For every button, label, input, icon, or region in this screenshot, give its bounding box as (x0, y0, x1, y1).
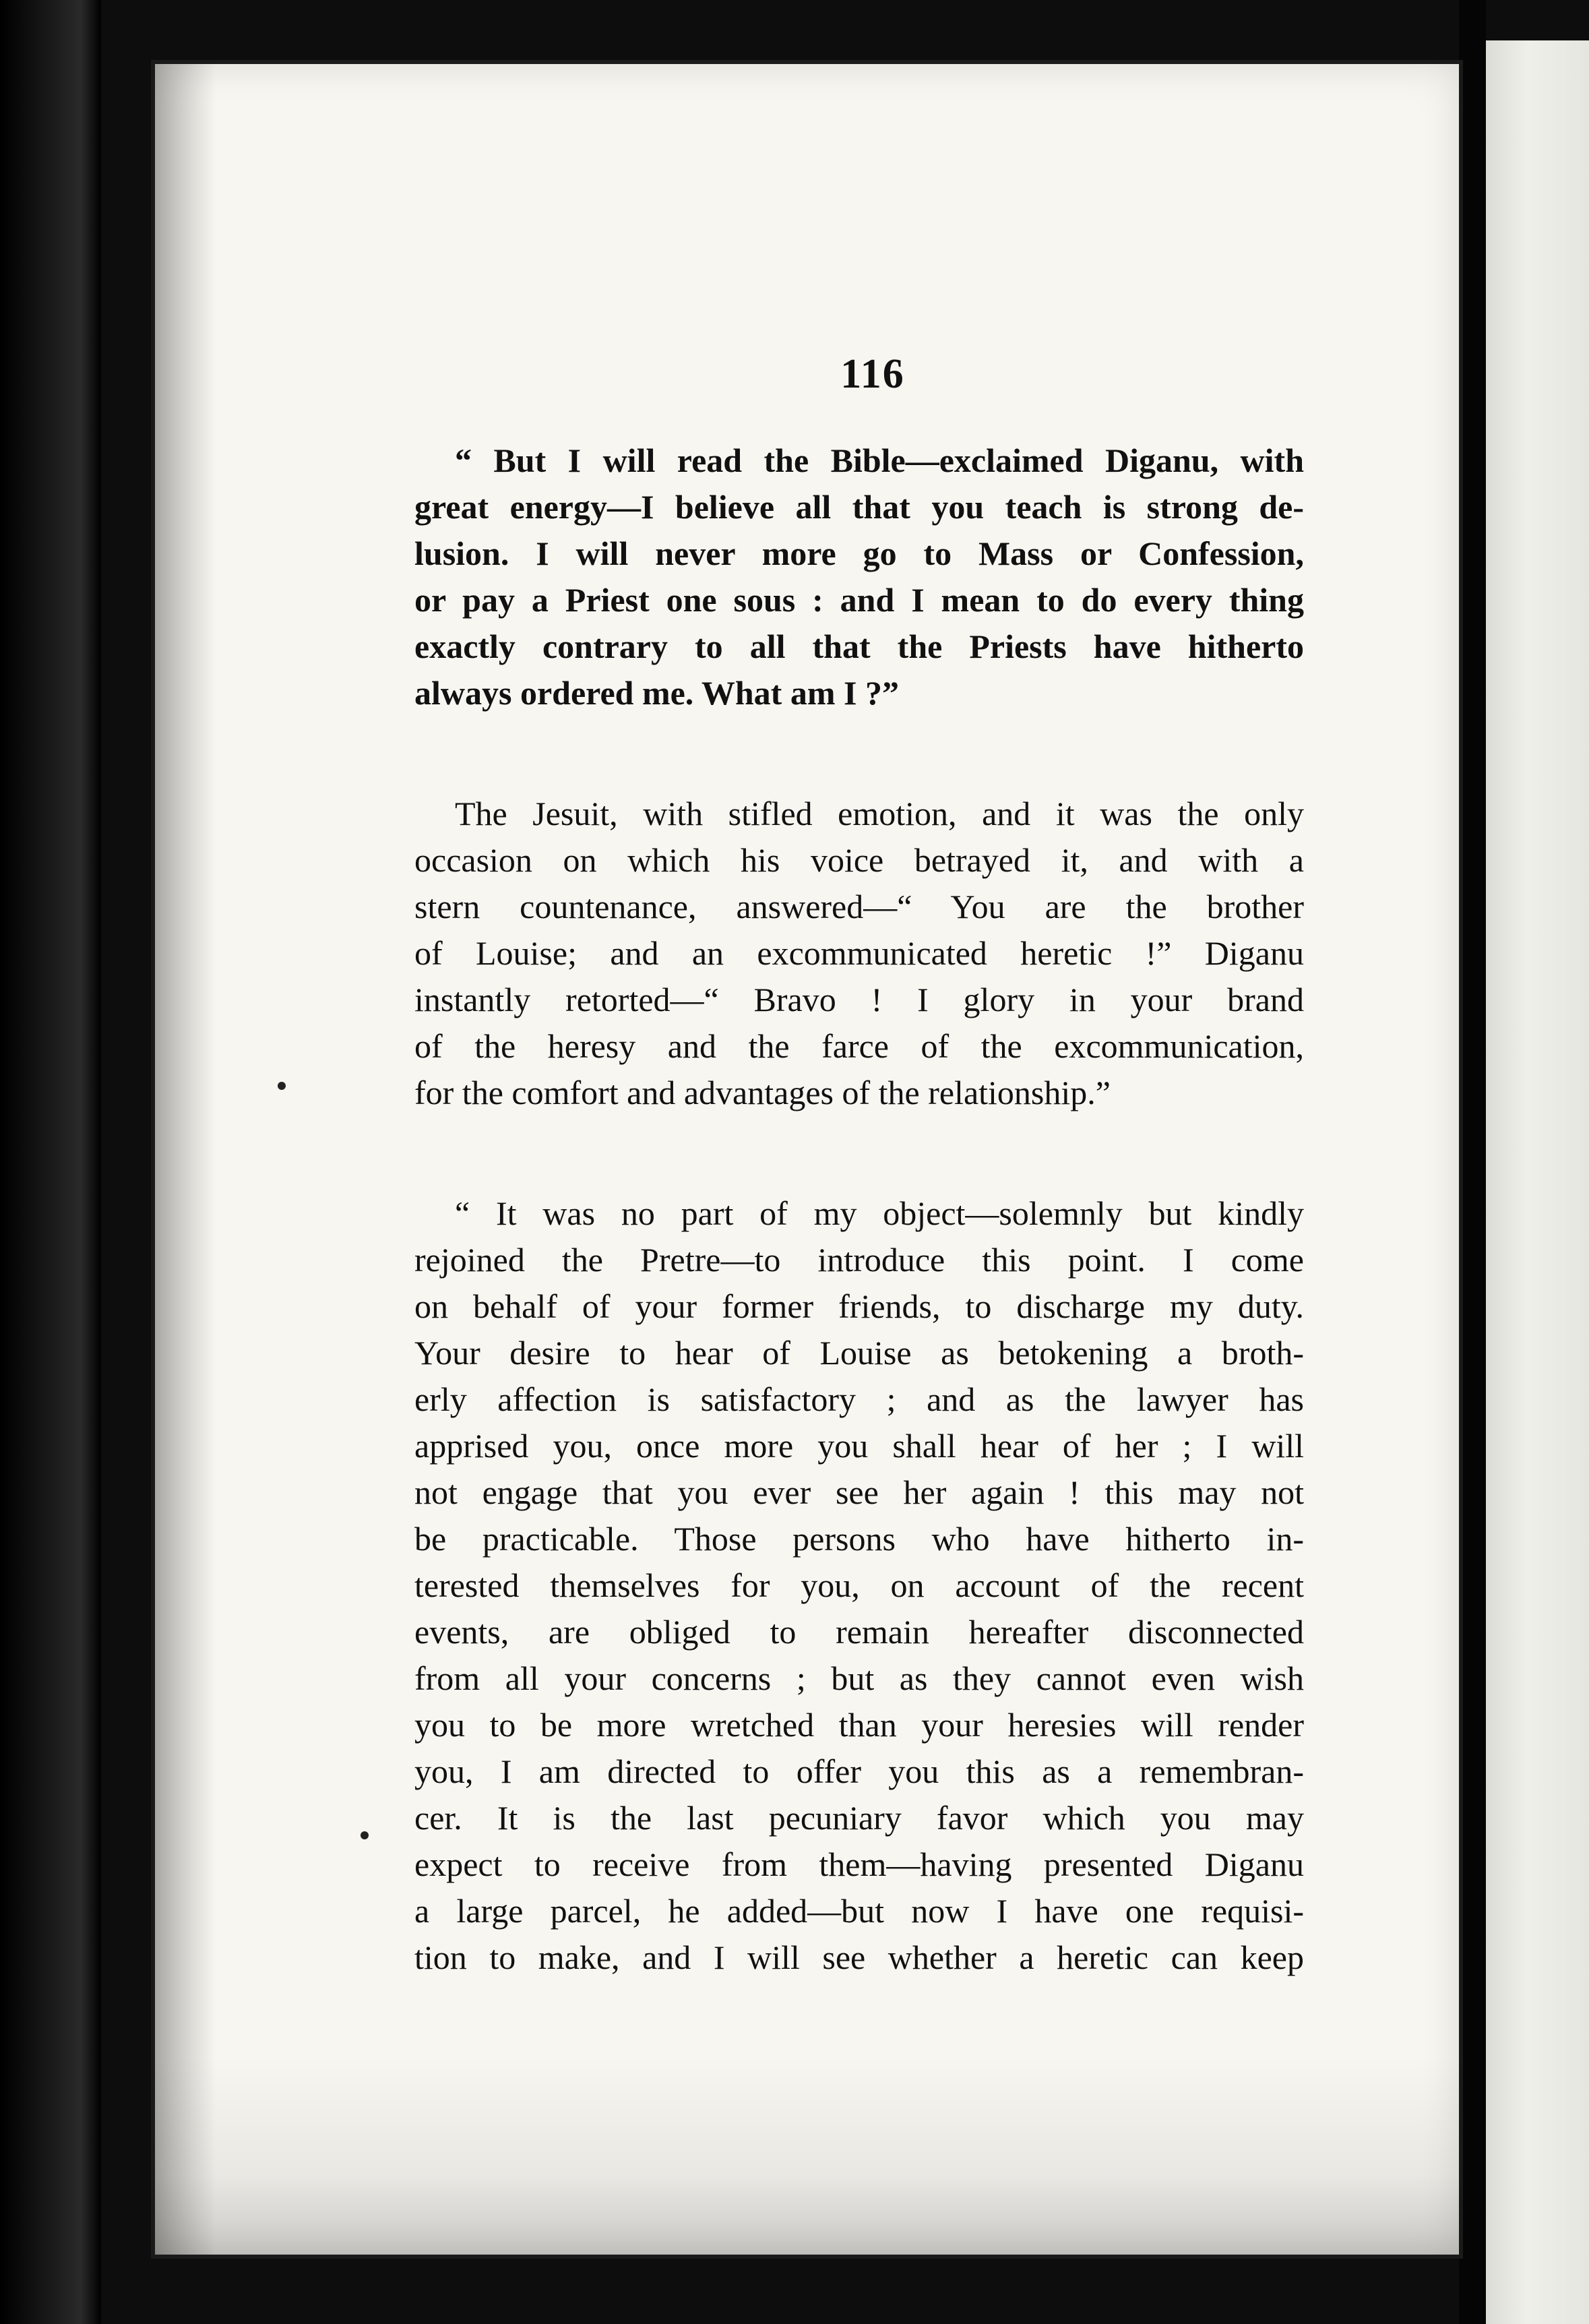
text-line: instantly retorted—“ Bravo ! I glory in your brand (414, 981, 1304, 1018)
page-bottom-shade (155, 2056, 1459, 2255)
paragraph (414, 791, 1304, 1116)
right-gutter (1459, 0, 1486, 2324)
text-line: of Louise; and an excommunicated heretic !” Diganu (414, 934, 1304, 972)
text-line: stern countenance, answered—“ You are the brother (414, 888, 1304, 925)
text-line: tion to make, and I will see whether a heretic can keep (414, 1938, 1304, 1976)
page-number: 116 (840, 351, 905, 397)
text-line: not engage that you ever see her again ! this may not (414, 1473, 1304, 1511)
text-line: events, are obliged to remain hereafter disconnected (414, 1613, 1304, 1651)
text-line: apprised you, once more you shall hear of her ; I will (414, 1427, 1304, 1465)
text-line: occasion on which his voice betrayed it, and with a (414, 841, 1304, 879)
text-line: a large parcel, he added—but now I have one requisi- (414, 1892, 1304, 1930)
stray-ink-dot (361, 1831, 369, 1839)
text-line: always ordered me. What am I ?” (414, 674, 899, 712)
text-line: on behalf of your former friends, to discharge my duty. (414, 1287, 1304, 1325)
text-line: exactly contrary to all that the Priests have hitherto (414, 628, 1304, 665)
text-line: you to be more wretched than your heresies will render (414, 1706, 1304, 1744)
text-line: for the comfort and advantages of the relationship.” (414, 1074, 1111, 1111)
paragraph (414, 437, 1304, 716)
text-line: of the heresy and the farce of the excommunication, (414, 1027, 1304, 1065)
left-binding-edge (0, 0, 101, 2324)
page-text (414, 350, 1304, 2055)
text-line: “ It was no part of my object—solemnly but kindly (455, 1194, 1304, 1232)
text-line: cer. It is the last pecuniary favor which you may (414, 1799, 1304, 1837)
text-line: great energy—I believe all that you teach is strong de- (414, 488, 1304, 526)
text-line: terested themselves for you, on account of the recent (414, 1566, 1304, 1604)
adjacent-page-edge (1486, 40, 1589, 2324)
text-line: Your desire to hear of Louise as betokening a broth- (414, 1334, 1304, 1372)
text-line: you, I am directed to offer you this as a remembran- (414, 1752, 1304, 1790)
text-line: from all your concerns ; but as they cannot even wish (414, 1659, 1304, 1697)
text-line: or pay a Priest one sous : and I mean to do every thing (414, 581, 1304, 619)
text-line: lusion. I will never more go to Mass or Confession, (414, 534, 1304, 572)
text-line: “ But I will read the Bible—exclaimed Diganu, with (455, 441, 1304, 479)
stray-ink-dot (278, 1082, 286, 1090)
text-line: erly affection is satisfactory ; and as the lawyer has (414, 1380, 1304, 1418)
text-line: expect to receive from them—having presented Diganu (414, 1845, 1304, 1883)
paragraph (414, 1190, 1304, 1981)
page-wear-shade (155, 64, 216, 2255)
text-line: rejoined the Pretre—to introduce this point. I come (414, 1241, 1304, 1279)
text-line: The Jesuit, with stifled emotion, and it was the only (455, 795, 1304, 832)
text-line: be practicable. Those persons who have hitherto in- (414, 1520, 1304, 1558)
